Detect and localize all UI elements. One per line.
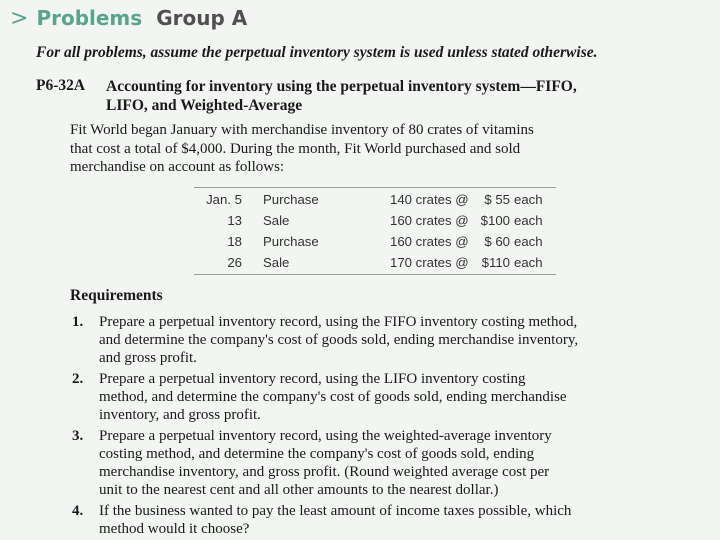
requirement-number: 4. <box>72 503 84 519</box>
problem-intro <box>70 121 690 177</box>
requirement-line: Prepare a perpetual inventory record, using the FIFO inventory costing method, <box>99 314 578 330</box>
tx-type: Sale <box>263 255 290 270</box>
tx-type: Sale <box>263 213 290 228</box>
intro-line: merchandise on account as follows: <box>70 159 285 175</box>
table-row <box>194 211 556 231</box>
requirement-text <box>99 370 691 424</box>
requirement-text <box>99 313 691 367</box>
requirement-line: and gross profit. <box>99 350 197 366</box>
requirement-number: 1. <box>72 314 84 330</box>
tx-type: Purchase <box>263 192 319 207</box>
section-header <box>10 6 247 36</box>
tx-date: 26 <box>227 255 242 270</box>
tx-each: each <box>514 213 543 228</box>
requirement-line: costing method, and determine the company's cost of goods sold, ending <box>99 446 535 462</box>
requirement-line: inventory, and gross profit. <box>99 407 261 423</box>
requirement-line: method would it choose? <box>99 521 250 537</box>
section-title: Problems <box>36 6 143 30</box>
requirement-text <box>99 502 691 538</box>
tx-quantity: 160 crates @ <box>390 234 469 249</box>
tx-quantity: 160 crates @ <box>390 213 469 228</box>
tx-date: 18 <box>227 234 242 249</box>
problem-id: P6-32A <box>36 77 86 94</box>
tx-each: each <box>514 234 543 249</box>
tx-each: each <box>514 192 543 207</box>
tx-quantity: 140 crates @ <box>390 192 469 207</box>
tx-price: $ 55 <box>484 192 510 207</box>
tx-date: 13 <box>227 213 242 228</box>
requirement-number: 2. <box>72 371 84 387</box>
group-title: Group A <box>156 6 248 30</box>
problem-title-line: LIFO, and Weighted-Average <box>106 97 303 114</box>
problem-title-line: Accounting for inventory using the perpetual inventory system—FIFO, <box>106 78 577 95</box>
tx-price: $ 60 <box>484 234 510 249</box>
requirement-text <box>99 427 691 499</box>
intro-line: Fit World began January with merchandise inventory of 80 crates of vitamins <box>70 122 534 138</box>
requirement-number: 3. <box>72 428 84 444</box>
table-row <box>194 253 556 273</box>
problem-title <box>106 77 696 115</box>
tx-date: Jan. 5 <box>206 192 242 207</box>
chevron-right-icon: > <box>10 6 29 31</box>
tx-type: Purchase <box>263 234 319 249</box>
transactions-table <box>194 187 556 275</box>
assumption-note: For all problems, assume the perpetual inventory system is used unless stated otherwise. <box>36 44 598 61</box>
tx-price: $100 <box>480 213 510 228</box>
table-row <box>194 190 556 210</box>
tx-price: $110 <box>481 255 510 270</box>
requirements-heading: Requirements <box>70 287 163 304</box>
table-row <box>194 232 556 252</box>
requirement-line: and determine the company's cost of goods sold, ending merchandise inventory, <box>99 332 579 348</box>
tx-each: each <box>514 255 543 270</box>
requirement-line: Prepare a perpetual inventory record, using the LIFO inventory costing <box>99 371 526 387</box>
requirement-line: method, and determine the company's cost of goods sold, ending merchandise <box>99 389 567 405</box>
intro-line: that cost a total of $4,000. During the month, Fit World purchased and sold <box>70 140 521 157</box>
requirement-line: If the business wanted to pay the least amount of income taxes possible, which <box>99 503 572 519</box>
tx-quantity: 170 crates @ <box>390 255 469 270</box>
requirement-line: Prepare a perpetual inventory record, using the weighted-average inventory <box>99 428 552 444</box>
requirement-line: merchandise inventory, and gross profit. (Round weighted average cost per <box>99 464 550 480</box>
requirement-line: unit to the nearest cent and all other amounts to the nearest dollar.) <box>99 482 499 498</box>
